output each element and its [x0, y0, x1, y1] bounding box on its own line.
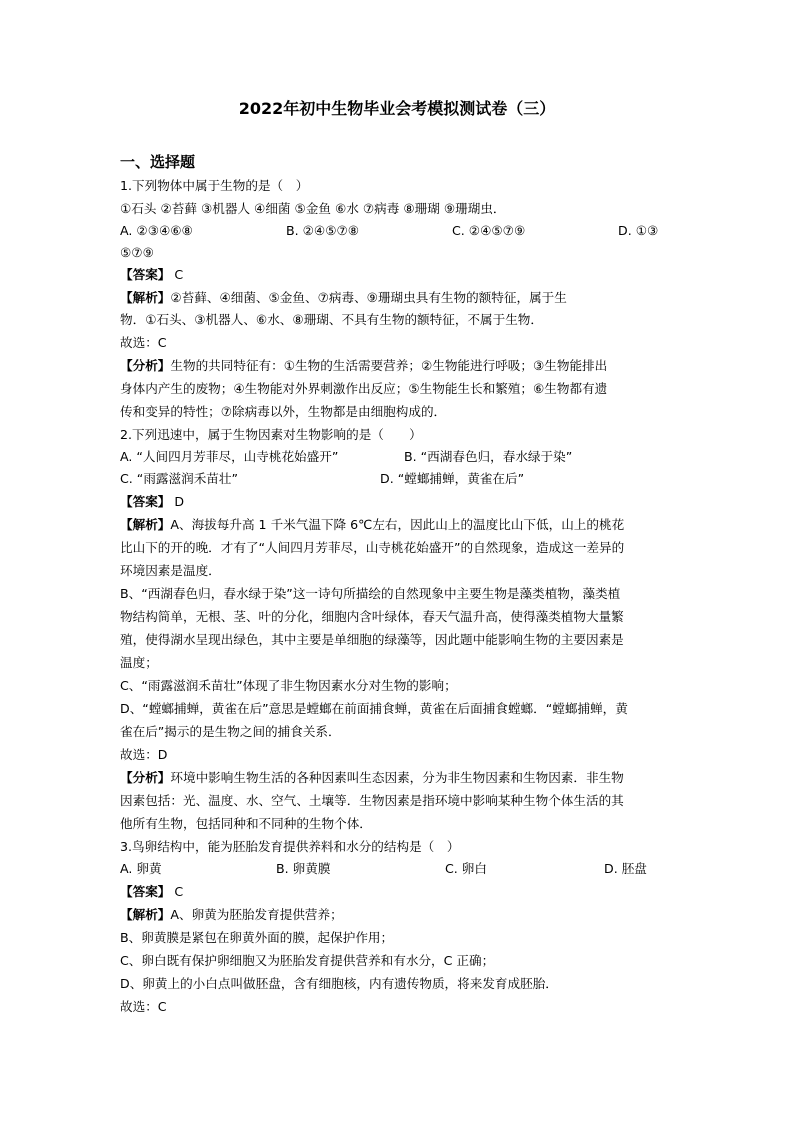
q3-analysis-line: C、卵白既有保护卵细胞又为胚胎发育提供营养和有水分，C 正确；: [120, 953, 495, 968]
q2-analysis-line: 殖，使得湖水呈现出绿色，其中主要是单细胞的绿藻等，因此题中能影响生物的主要因素是: [120, 632, 624, 647]
answer-value: C: [170, 884, 184, 899]
q2-fenxi-line: 他所有生物，包括同种和不同种的生物个体．: [120, 816, 372, 831]
q2-option-d: D. “螳螂捕蝉，黄雀在后”: [380, 471, 525, 486]
fenxi-label: 【分析】: [120, 770, 171, 785]
q2-option-b: B. “西湖春色归，春水绿于染”: [404, 449, 573, 464]
q1-option-d: D. ①③: [618, 223, 659, 238]
q3-analysis-line: B、卵黄膜是紧包在卵黄外面的膜，起保护作用；: [120, 930, 394, 945]
q1-option-c: C. ②④⑤⑦⑨: [452, 223, 526, 238]
q2-option-a: A. “人间四月芳菲尽，山寺桃花始盛开”: [120, 449, 339, 464]
q1-analysis-line: [120, 287, 567, 309]
q3-analysis-line: [120, 904, 343, 926]
q3-option-b: B. 卵黄膜: [276, 861, 331, 876]
page-title: 2022年初中生物毕业会考模拟测试卷（三）: [238, 99, 556, 118]
q2-analysis-line: 物结构简单，无根、茎、叶的分化，细胞内含叶绿体，春天气温升高，使得藻类植物大量繁: [120, 609, 624, 624]
q3-option-d: D. 胚盘: [604, 861, 647, 876]
q1-fenxi-line: [120, 355, 607, 377]
q3-answer: [120, 881, 183, 903]
q2-analysis-line: 比山下的开的晚．才有了“人间四月芳菲尽，山寺桃花始盛开”的自然现象，造成这一差异的: [120, 540, 625, 555]
q1-fenxi-line: 传和变异的特性；⑦除病毒以外，生物都是由细胞构成的．: [120, 404, 447, 419]
section-heading: 一、选择题: [120, 153, 196, 171]
q3-analysis-line: D、卵黄上的小白点叫做胚盘，含有细胞核，内有遗传物质，将来发育成胚胎．: [120, 976, 558, 991]
answer-value: C: [170, 267, 184, 282]
answer-label: 【答案】: [120, 884, 171, 899]
q2-fenxi-line: [120, 767, 624, 789]
q2-analysis-line: [120, 514, 624, 536]
q1-fenxi-line: 身体内产生的废物；④生物能对外界刺激作出反应；⑤生物能生长和繁殖；⑥生物都有遗: [120, 381, 608, 396]
q2-analysis-line: 温度；: [120, 655, 158, 670]
q2-option-c: C. “雨露滋润禾苗壮”: [120, 471, 239, 486]
fenxi-label: 【分析】: [120, 358, 171, 373]
fenxi-text: 环境中影响生物生活的各种因素叫生态因素，分为非生物因素和生物因素．非生物: [170, 770, 624, 785]
answer-label: 【答案】: [120, 267, 171, 282]
analysis-text: ②苔藓、④细菌、⑤金鱼、⑦病毒、⑨珊瑚虫具有生物的额特征，属于生: [170, 290, 567, 305]
analysis-label: 【解析】: [120, 290, 171, 305]
q3-stem: 3.鸟卵结构中，能为胚胎发育提供养料和水分的结构是（ ）: [120, 839, 460, 854]
q3-conclusion: 故选：C: [120, 999, 167, 1014]
q1-analysis-line: 物．①石头、③机器人、⑥水、⑧珊瑚、不具有生物的额特征，不属于生物．: [120, 312, 543, 327]
q1-option-d-continued: ⑤⑦⑨: [120, 245, 154, 260]
analysis-text: A、海拔每升高 1 千米气温下降 6℃左右，因此山上的温度比山下低，山上的桃花: [170, 517, 625, 532]
q3-option-a: A. 卵黄: [120, 861, 162, 876]
q2-analysis-line: 雀在后”揭示的是生物之间的捕食关系．: [120, 724, 341, 739]
fenxi-text: 生物的共同特征有：①生物的生活需要营养；②生物能进行呼吸；③生物能排出: [170, 358, 608, 373]
q1-answer: [120, 264, 183, 286]
q1-items: ①石头 ②苔藓 ③机器人 ④细菌 ⑤金鱼 ⑥水 ⑦病毒 ⑧珊瑚 ⑨珊瑚虫．: [120, 201, 506, 216]
q2-analysis-line: B、“西湖春色归，春水绿于染”这一诗句所描绘的自然现象中主要生物是藻类植物，藻类植: [120, 586, 621, 601]
q2-analysis-line: C、“雨露滋润禾苗壮”体现了非生物因素水分对生物的影响；: [120, 678, 457, 693]
q2-analysis-line: 环境因素是温度．: [120, 563, 221, 578]
analysis-label: 【解析】: [120, 907, 171, 922]
q3-option-c: C. 卵白: [445, 861, 487, 876]
analysis-label: 【解析】: [120, 517, 171, 532]
q2-fenxi-line: 因素包括：光、温度、水、空气、土壤等．生物因素是指环境中影响某种生物个体生活的其: [120, 793, 624, 808]
q1-option-b: B. ②④⑤⑦⑧: [286, 223, 360, 238]
answer-label: 【答案】: [120, 494, 171, 509]
q2-stem: 2.下列迅速中，属于生物因素对生物影响的是（ ）: [120, 427, 422, 442]
q2-analysis-line: D、“螳螂捕蝉，黄雀在后”意思是螳螂在前面捕食蝉，黄雀在后面捕食螳螂．“螳螂捕蝉，黄: [120, 701, 628, 716]
analysis-text: A、卵黄为胚胎发育提供营养；: [170, 907, 343, 922]
q1-conclusion: 故选：C: [120, 335, 167, 350]
q1-option-a: A. ②③④⑥⑧: [120, 223, 193, 238]
q1-stem: 1.下列物体中属于生物的是（ ）: [120, 178, 309, 193]
answer-value: D: [170, 494, 185, 509]
q2-conclusion: 故选：D: [120, 747, 168, 762]
q2-answer: [120, 491, 184, 513]
